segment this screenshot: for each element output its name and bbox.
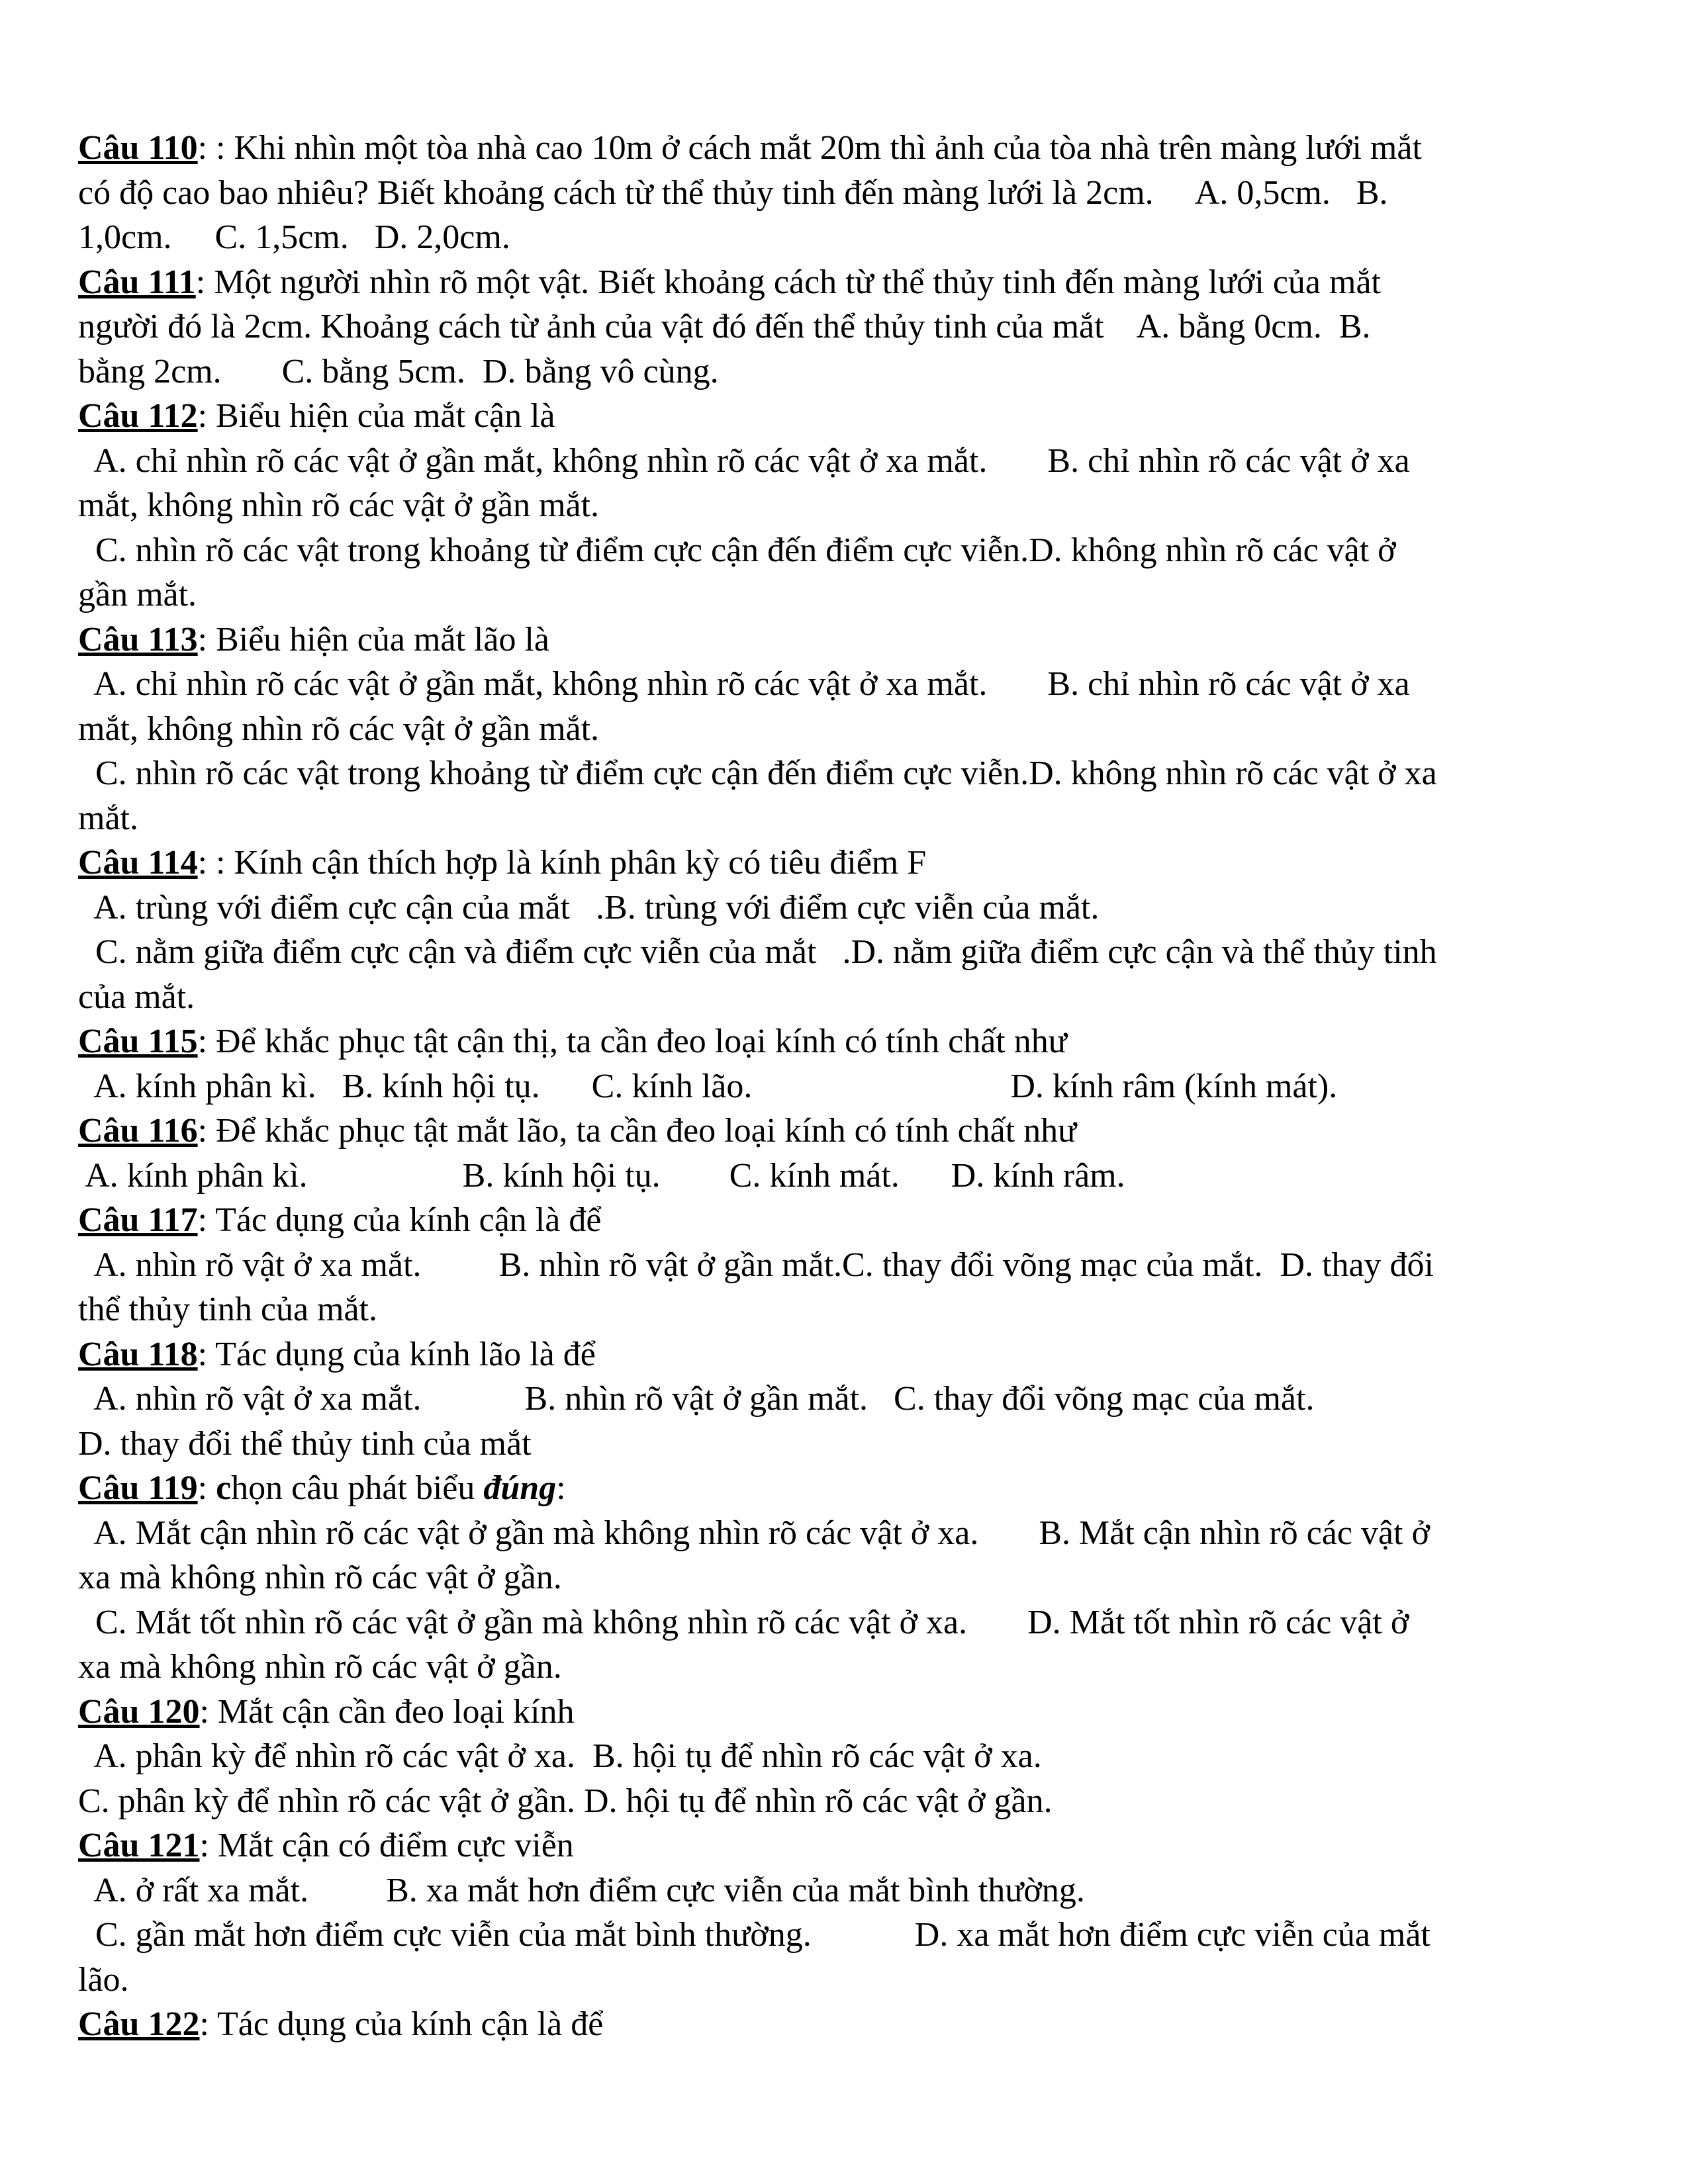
question-intro-text: họn câu phát biểu <box>231 1469 484 1507</box>
question-text: : Mắt cận có điểm cực viễn <box>199 1827 574 1864</box>
question-text: : Tác dụng của kính cận là để <box>199 2005 604 2043</box>
question-112-line-2: A. chỉ nhìn rõ các vật ở gần mắt, không nhìn rõ các vật ở xa mắt. B. chỉ nhìn rõ các vật ở xa <box>78 441 1410 480</box>
question-115-line-1 <box>78 1019 1614 1064</box>
question-119-line-5: xa mà không nhìn rõ các vật ở gần. <box>78 1648 562 1686</box>
question-120-line-1 <box>78 1690 1614 1735</box>
question-text: : Tác dụng của kính cận là để <box>197 1201 602 1239</box>
question-118-line-3: D. thay đổi thể thủy tinh của mắt <box>78 1424 532 1463</box>
question-112-line-1 <box>78 394 1614 439</box>
question-label: Câu 115 <box>78 1023 198 1060</box>
question-text: : Biểu hiện của mắt cận là <box>197 397 555 435</box>
question-112-line-4: C. nhìn rõ các vật trong khoảng từ điểm cực cận đến điểm cực viễn.D. không nhìn rõ các vật ở <box>78 531 1396 569</box>
question-111-line-1 <box>78 260 1614 305</box>
question-119-line-3: xa mà không nhìn rõ các vật ở gần. <box>78 1559 562 1596</box>
question-119-line-1 <box>78 1466 1614 1511</box>
question-112-line-3: mắt, không nhìn rõ các vật ở gần mắt. <box>78 486 600 524</box>
question-label: Câu 112 <box>78 397 198 435</box>
question-121-line-1 <box>78 1823 1614 1868</box>
question-text: : Tác dụng của kính lão là để <box>197 1335 596 1373</box>
question-110-line-1 <box>78 126 1614 171</box>
question-121-line-2: A. ở rất xa mắt. B. xa mắt hơn điểm cực viễn của mắt bình thường. <box>78 1871 1085 1909</box>
question-120-line-3: C. phân kỳ để nhìn rõ các vật ở gần. D. hội tụ để nhìn rõ các vật ở gần. <box>78 1782 1053 1820</box>
question-113-line-1 <box>78 617 1614 662</box>
question-112-line-5: gần mắt. <box>78 576 197 614</box>
document-page <box>78 126 1614 2047</box>
question-label: Câu 116 <box>78 1112 198 1150</box>
question-113-line-2: A. chỉ nhìn rõ các vật ở gần mắt, không nhìn rõ các vật ở xa mắt. B. chỉ nhìn rõ các vật ở xa <box>78 665 1410 703</box>
question-121-line-3: C. gần mắt hơn điểm cực viễn của mắt bình thường. D. xa mắt hơn điểm cực viễn của mắt <box>78 1916 1430 1954</box>
question-label: Câu 113 <box>78 620 198 659</box>
question-113-line-3: mắt, không nhìn rõ các vật ở gần mắt. <box>78 709 600 748</box>
question-116-line-1 <box>78 1109 1614 1154</box>
question-118-line-1 <box>78 1332 1614 1377</box>
question-120-line-2: A. phân kỳ để nhìn rõ các vật ở xa. B. hội tụ để nhìn rõ các vật ở xa. <box>78 1737 1042 1775</box>
question-119-line-4: C. Mắt tốt nhìn rõ các vật ở gần mà không nhìn rõ các vật ở xa. D. Mắt tốt nhìn rõ các vật ở <box>78 1603 1409 1641</box>
question-text: : Để khắc phục tật cận thị, ta cần đeo loại kính có tính chất như <box>197 1023 1067 1060</box>
question-119-line-2: A. Mắt cận nhìn rõ các vật ở gần mà không nhìn rõ các vật ở xa. B. Mắt cận nhìn rõ các vật ở <box>78 1514 1430 1552</box>
question-label: Câu 119 <box>78 1469 198 1507</box>
question-116-line-2: A. kính phân kì. B. kính hội tụ. C. kính mát. D. kính râm. <box>78 1156 1125 1195</box>
question-text: : : Kính cận thích hợp là kính phân kỳ có tiêu điểm F <box>197 844 927 882</box>
question-text: : : Khi nhìn một tòa nhà cao 10m ở cách mắt 20m thì ảnh của tòa nhà trên màng lưới mắt <box>197 129 1422 167</box>
question-114-line-4: của mắt. <box>78 978 195 1016</box>
question-text: : Để khắc phục tật mắt lão, ta cần đeo loại kính có tính chất như <box>197 1112 1077 1150</box>
question-label: Câu 120 <box>78 1692 200 1731</box>
question-110-line-2: có độ cao bao nhiêu? Biết khoảng cách từ thể thủy tinh đến màng lưới là 2cm. A. 0,5cm. B. <box>78 173 1388 212</box>
question-text: : Một người nhìn rõ một vật. Biết khoảng cách từ thể thủy tinh đến màng lưới của mắt <box>195 263 1381 301</box>
question-117-line-1 <box>78 1198 1614 1243</box>
question-117-line-2: A. nhìn rõ vật ở xa mắt. B. nhìn rõ vật ở gần mắt.C. thay đổi võng mạc của mắt. D. thay đổi <box>78 1246 1434 1284</box>
question-text: : Biểu hiện của mắt lão là <box>197 620 549 659</box>
question-113-line-5: mắt. <box>78 799 138 837</box>
question-label: Câu 110 <box>78 129 198 167</box>
question-label: Câu 114 <box>78 844 198 882</box>
question-intro-emphasis: đúng <box>483 1469 557 1507</box>
question-intro-colon: : <box>556 1469 566 1507</box>
question-122-line-1 <box>78 2002 1614 2047</box>
question-110-line-3: 1,0cm. C. 1,5cm. D. 2,0cm. <box>78 218 510 256</box>
question-label: Câu 118 <box>78 1335 198 1373</box>
question-113-line-4: C. nhìn rõ các vật trong khoảng từ điểm cực cận đến điểm cực viễn.D. không nhìn rõ các vật ở xa <box>78 754 1437 792</box>
question-117-line-3: thể thủy tinh của mắt. <box>78 1291 378 1328</box>
question-intro-c: c <box>216 1469 232 1507</box>
question-115-line-2: A. kính phân kì. B. kính hội tụ. C. kính lão. D. kính râm (kính mát). <box>78 1067 1338 1105</box>
question-colon: : <box>197 1469 216 1507</box>
question-114-line-3: C. nằm giữa điểm cực cận và điểm cực viễn của mắt .D. nằm giữa điểm cực cận và thể thủy tinh <box>78 933 1437 971</box>
question-label: Câu 122 <box>78 2005 200 2043</box>
question-114-line-2: A. trùng với điểm cực cận của mắt .B. trùng với điểm cực viễn của mắt. <box>78 888 1100 927</box>
question-label: Câu 121 <box>78 1827 200 1864</box>
question-label: Câu 117 <box>78 1201 198 1239</box>
question-114-line-1 <box>78 841 1614 886</box>
question-label: Câu 111 <box>78 263 196 301</box>
question-111-line-3: bằng 2cm. C. bằng 5cm. D. bằng vô cùng. <box>78 352 719 390</box>
question-text: : Mắt cận cần đeo loại kính <box>199 1692 575 1731</box>
question-118-line-2: A. nhìn rõ vật ở xa mắt. B. nhìn rõ vật ở gần mắt. C. thay đổi võng mạc của mắt. <box>78 1380 1315 1418</box>
question-121-line-4: lão. <box>78 1960 129 1999</box>
question-111-line-2: người đó là 2cm. Khoảng cách từ ảnh của vật đó đến thể thủy tinh của mắt A. bằng 0cm. B. <box>78 308 1371 345</box>
